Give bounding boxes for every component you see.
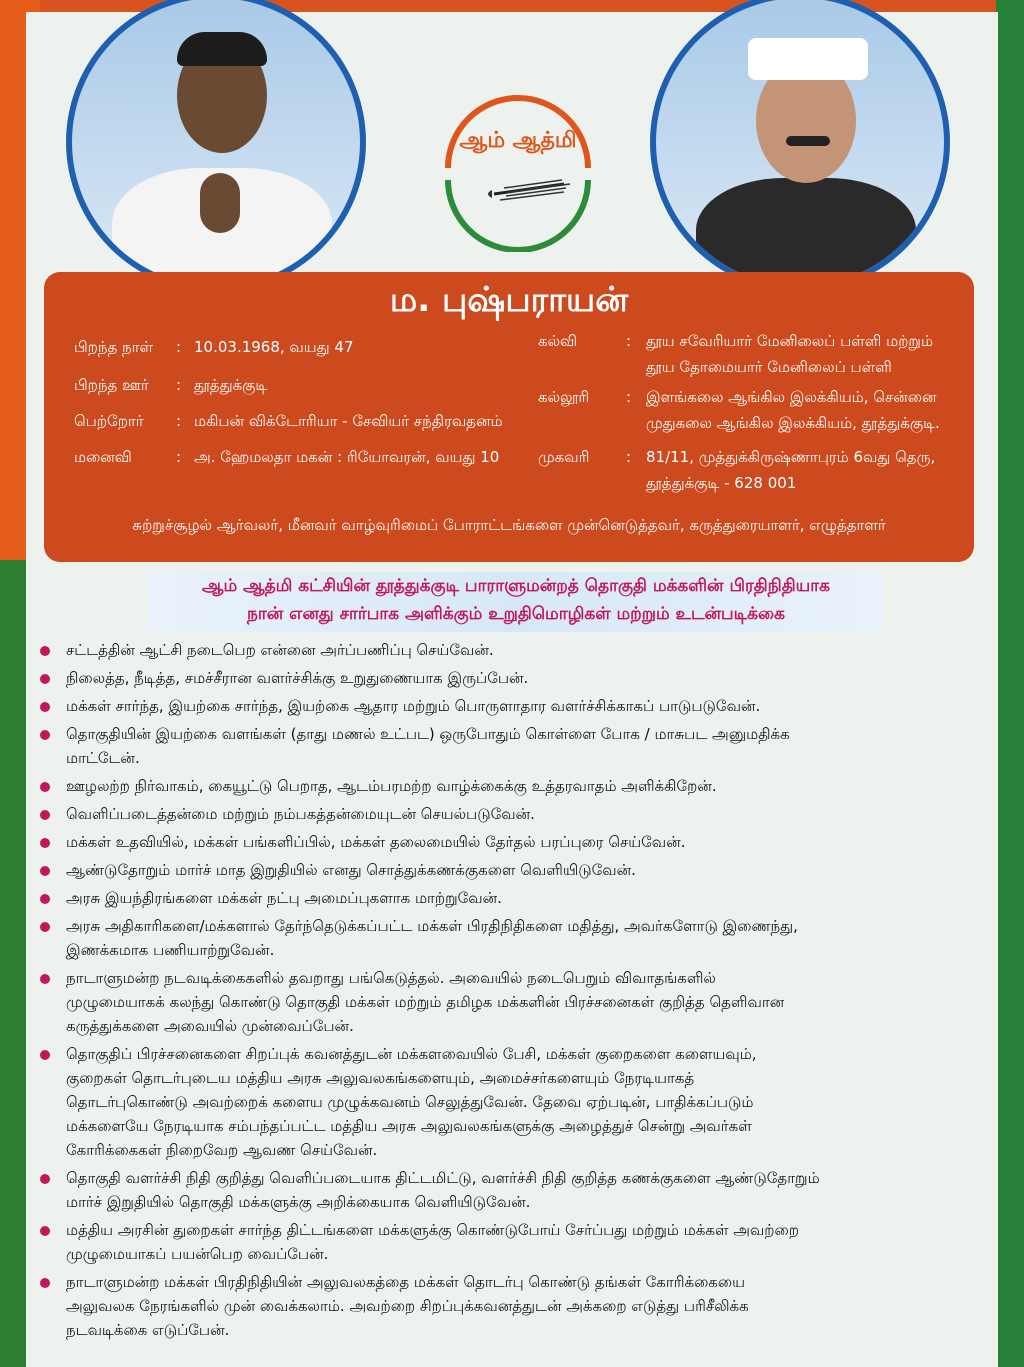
bullet-icon [40, 730, 50, 740]
pledge-line: நாடாளுமன்ற மக்கள் பிரதிநிதியின் அலுவலகத்தை மக்கள் தொடர்பு கொண்டு தங்கள் கோரிக்கையை [66, 1273, 745, 1291]
pledge-item [38, 914, 968, 962]
candidate-name: ம. புஷ்பராயன் [389, 280, 629, 320]
pledge-item [38, 1270, 968, 1342]
pledge-line: குறைகள் தொடர்புடைய மத்திய அரசு அலுவலகங்களையும், அமைச்சர்களையும் நேரடியாகத் [66, 1069, 695, 1087]
info-label: முகவரி [538, 448, 590, 466]
info-value: தூத்துக்குடி [194, 376, 268, 394]
pledge-line: தொகுதிப் பிரச்சனைகளை சிறப்புக் கவனத்துடன் மக்களவையில் பேசி, மக்கள் குறைகளை களையவும், [66, 1045, 757, 1063]
pledge-item [38, 774, 968, 798]
pledge-line: முழுமையாகக் கலந்து கொண்டு தொகுதி மக்கள் மற்றும் தமிழக மக்களின் பிரச்சனைகள் குறித்த தெளிவான [66, 993, 785, 1011]
pledge-line: தொகுதியின் இயற்கை வளங்கள் (தாது மணல் உட்பட) ஒருபோதும் கொள்ளை போக / மாசுபட அனுமதிக்க [66, 725, 790, 743]
bullet-icon [40, 646, 50, 656]
pledge-line: தொடர்புகொண்டு அவற்றைக் களைய முழுக்கவனம் செலுத்துவேன். தேவை ஏற்படின், பாதிக்கப்படும் [66, 1093, 754, 1111]
right-green-border [996, 0, 1024, 1367]
pledge-line: கோரிக்கைகள் நிறைவேற ஆவண செய்வேன். [66, 1141, 378, 1159]
party-logo [434, 84, 602, 252]
info-label: மனைவி [74, 448, 132, 466]
pledge-line: ஊழலற்ற நிர்வாகம், கையூட்டு பெறாத, ஆடம்பரமற்ற வாழ்க்கைக்கு உத்தரவாதம் அளிக்கிறேன். [66, 777, 717, 795]
info-value-line-2: முதுகலை ஆங்கில இலக்கியம், தூத்துக்குடி. [646, 414, 940, 432]
pledge-item [38, 694, 968, 718]
pledge-line: தொகுதி வளர்ச்சி நிதி குறித்து வெளிப்படையாக திட்டமிட்டு, வளர்ச்சி நிதி குறித்த கணக்குகளை ஆண்டுதோறும் [66, 1169, 820, 1187]
pledge-line: மக்கள் சார்ந்த, இயற்கை சார்ந்த, இயற்கை ஆதார மற்றும் பொருளாதார வளர்ச்சிக்காகப் பாடுபடுவேன். [66, 697, 761, 715]
info-value: 81/11, முத்துக்கிருஷ்ணாபுரம் 6வது தெரு, [646, 448, 936, 466]
bullet-icon [40, 810, 50, 820]
pledge-item [38, 666, 968, 690]
bullet-icon [40, 1174, 50, 1184]
bullet-icon [40, 894, 50, 904]
info-value: மகிபன் விக்டோரியா - சேவியர் சந்திரவதனம் [194, 412, 503, 430]
bullet-icon [40, 838, 50, 848]
info-colon: : [176, 448, 182, 466]
info-value: அ. ஹேமலதா மகன் : ரியோவரன், வயது 10 [194, 448, 500, 466]
bullet-icon [40, 1278, 50, 1288]
info-label: பிறந்த ஊர் [74, 376, 149, 394]
info-value: தூய சவேரியார் மேனிலைப் பள்ளி மற்றும் [646, 332, 934, 350]
info-colon: : [626, 388, 632, 406]
pledge-line: அரசு அதிகாரிகளை/மக்களால் தேர்ந்தெடுக்கப்பட்ட மக்கள் பிரதிநிதிகளை மதித்து, அவர்களோடு இணைந்து, [66, 917, 798, 935]
info-label: கல்வி [538, 332, 578, 350]
bullet-icon [40, 1226, 50, 1236]
info-value: 10.03.1968, வயது 47 [194, 338, 354, 356]
pledge-line: சட்டத்தின் ஆட்சி நடைபெற என்னை அர்ப்பணிப்பு செய்வேன். [66, 641, 494, 659]
info-label: கல்லூரி [538, 388, 590, 406]
bullet-icon [40, 782, 50, 792]
bullet-icon [40, 974, 50, 984]
pledge-item [38, 638, 968, 662]
info-colon: : [176, 338, 182, 356]
pledge-line: வெளிப்படைத்தன்மை மற்றும் நம்பகத்தன்மையுடன் செயல்படுவேன். [66, 805, 535, 823]
info-value-line-2: தூய தோமையார் மேனிலைப் பள்ளி [646, 358, 892, 376]
pledge-line: நாடாளுமன்ற நடவடிக்கைகளில் தவறாது பங்கெடுத்தல். அவையில் நடைபெறும் விவாதங்களில் [66, 969, 716, 987]
banner-line-1: ஆம் ஆத்மி கட்சியின் தூத்துக்குடி பாராளுமன்றத் தொகுதி மக்களின் பிரதிநிதியாக [201, 576, 831, 596]
candidate-photo [66, 0, 366, 292]
pledge-line: இணக்கமாக பணியாற்றுவேன். [66, 941, 275, 959]
pledge-line: மத்திய அரசின் துறைகள் சார்ந்த திட்டங்களை மக்களுக்கு கொண்டுபோய் சேர்ப்பது மற்றும் மக்கள் அவற்றை [66, 1221, 799, 1239]
pledge-line: மக்கள் உதவியில், மக்கள் பங்களிப்பில், மக்கள் தலைமையில் தேர்தல் பரப்புரை செய்வேன். [66, 833, 686, 851]
pledge-line: அலுவலக நேரங்களில் முன் வைக்கலாம். அவற்றை சிறப்புக்கவனத்துடன் அக்கறை எடுத்து பரிசீலிக்க [66, 1297, 749, 1315]
bullet-icon [40, 674, 50, 684]
info-colon: : [176, 412, 182, 430]
pledge-banner [148, 572, 884, 632]
pledge-item [38, 830, 968, 854]
pledge-line: ஆண்டுதோறும் மார்ச் மாத இறுதியில் எனது சொத்துக்கணக்குகளை வெளியிடுவேன். [66, 861, 636, 879]
pledge-line: கருத்துக்களை அவையில் முன்வைப்பேன். [66, 1017, 354, 1035]
info-label: பெற்றோர் [74, 412, 144, 430]
logo-text: ஆம் ஆத்மி [459, 128, 577, 153]
pledge-line: அரசு இயந்திரங்களை மக்கள் நட்பு அமைப்புகளாக மாற்றுவேன். [66, 889, 502, 907]
candidate-bio: சுற்றுச்சூழல் ஆர்வலர், மீனவர் வாழ்வுரிமைப் போராட்டங்களை முன்னெடுத்தவர், கருத்துரையாளர், எழுத்தாளர் [132, 516, 886, 534]
pledge-item [38, 1218, 968, 1266]
leader-photo [650, 0, 950, 292]
info-colon: : [176, 376, 182, 394]
pledge-line: மக்களையே நேரடியாக சம்பந்தப்பட்ட மத்திய அரசு அலுவலகங்களுக்கு அழைத்துச் சென்று அவர்கள் [66, 1117, 752, 1135]
info-label: பிறந்த நாள் [74, 338, 154, 356]
candidate-info-box [44, 272, 974, 562]
pledge-item [38, 966, 968, 1038]
pledge-line: நிலைத்த, நீடித்த, சமச்சீரான வளர்ச்சிக்கு உறுதுணையாக இருப்பேன். [66, 669, 529, 687]
pledge-item [38, 886, 968, 910]
pledge-line: மார்ச் இறுதியில் தொகுதி மக்களுக்கு அறிக்கையாக வெளியிடுவேன். [66, 1193, 531, 1211]
info-colon: : [626, 332, 632, 350]
bullet-icon [40, 922, 50, 932]
pledge-line: நடவடிக்கை எடுப்பேன். [66, 1321, 230, 1339]
info-value-line-2: தூத்துக்குடி - 628 001 [646, 474, 797, 492]
pledge-line: மாட்டேன். [66, 749, 140, 767]
bullet-icon [40, 1050, 50, 1060]
pamphlet-page [26, 12, 998, 1367]
broom-logo-icon [434, 84, 602, 252]
pledge-item [38, 802, 968, 826]
bullet-icon [40, 866, 50, 876]
banner-line-2: நான் எனது சார்பாக அளிக்கும் உறுதிமொழிகள் மற்றும் உடன்படிக்கை [246, 604, 785, 624]
pledge-item [38, 858, 968, 882]
info-colon: : [626, 448, 632, 466]
pledge-line: முழுமையாகப் பயன்பெற வைப்பேன். [66, 1245, 329, 1263]
pledge-item [38, 1166, 968, 1214]
pledge-item [38, 722, 968, 770]
pledge-item [38, 1042, 968, 1162]
bullet-icon [40, 702, 50, 712]
info-value: இளங்கலை ஆங்கில இலக்கியம், சென்னை [646, 388, 937, 406]
